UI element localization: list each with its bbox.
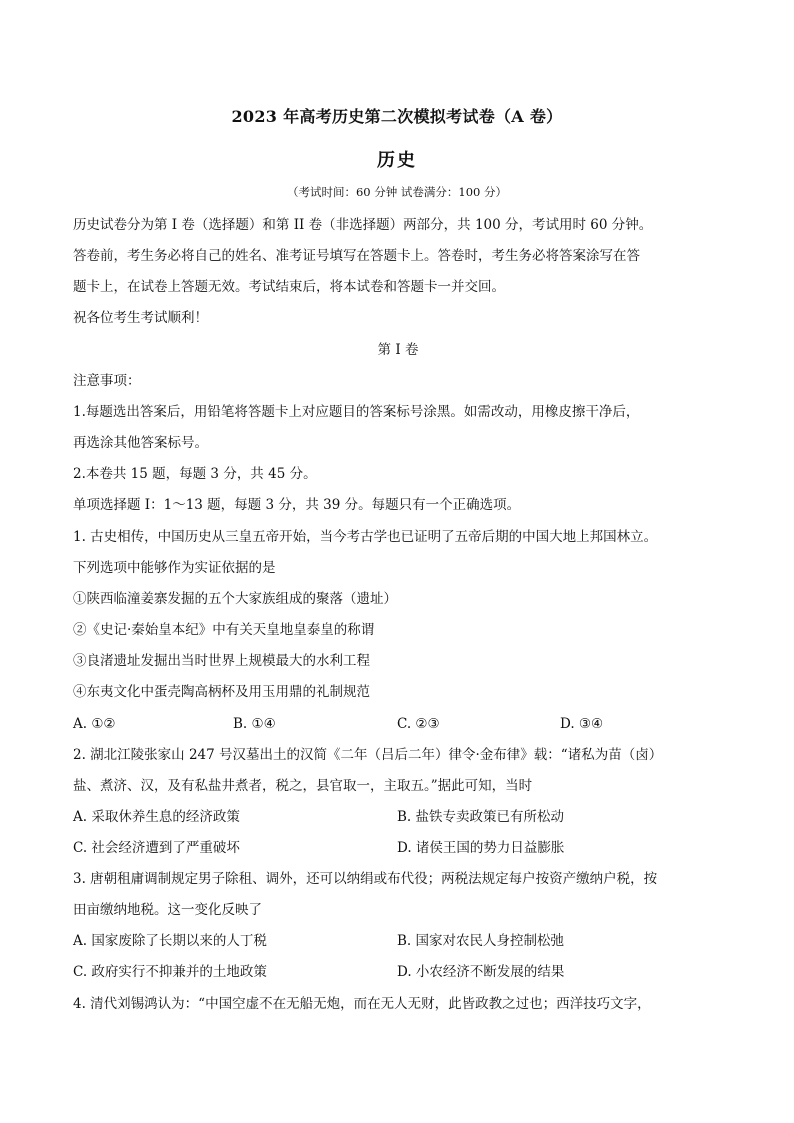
q1-item: ②《史记·秦始皇本纪》中有关天皇地皇泰皇的称谓 [73, 622, 375, 638]
intro-line: 历史试卷分为第 I 卷（选择题）和第 II 卷（非选择题）两部分，共 100 分，考试用时 60 分钟。 [73, 217, 653, 233]
notes-heading: 注意事项： [73, 373, 141, 389]
q1-option-a: A. ①② [73, 716, 116, 732]
q1-option-b: B. ①④ [233, 716, 276, 732]
q3-option-d: D. 小农经济不断发展的结果 [397, 964, 565, 980]
q1-option-c: C. ②③ [397, 716, 440, 732]
intro-line: 答卷前，考生务必将自己的姓名、准考证号填写在答题卡上。答卷时，考生务必将答案涂写在答 [73, 248, 640, 264]
exam-title: 2023 年高考历史第二次模拟考试卷（A 卷） [231, 107, 563, 126]
q3-option-b: B. 国家对农民人身控制松弛 [397, 933, 565, 949]
time-info: （考试时间：60 分钟 试卷满分：100 分） [286, 185, 508, 199]
q4-stem: 4. 清代刘锡鸿认为：“中国空虚不在无船无炮，而在无人无财，此皆政教之过也；西洋技巧文字， [73, 996, 651, 1012]
q3-stem: 田亩缴纳地税。这一变化反映了 [73, 902, 262, 918]
q2-option-c: C. 社会经济遭到了严重破坏 [73, 840, 240, 856]
q2-option-a: A. 采取休养生息的经济政策 [73, 809, 240, 825]
intro-line: 题卡上，在试卷上答题无效。考试结束后，将本试卷和答题卡一并交回。 [73, 279, 505, 295]
q1-stem: 下列选项中能够作为实证依据的是 [73, 560, 276, 576]
q2-stem: 2. 湖北江陵张家山 247 号汉墓出土的汉简《二年（吕后二年）律令·金布律》载：“诸私为苗（卤） [73, 747, 663, 763]
q1-item: ④东夷文化中蛋壳陶高柄杯及用玉用鼎的礼制规范 [73, 684, 370, 700]
q3-option-c: C. 政府实行不抑兼并的土地政策 [73, 964, 267, 980]
part-heading: 单项选择题 I：1～13 题，每题 3 分，共 39 分。每题只有一个正确选项。 [73, 497, 521, 513]
intro-line: 祝各位考生考试顺利！ [73, 310, 208, 326]
notes-item: 再选涂其他答案标号。 [73, 435, 208, 451]
q2-option-b: B. 盐铁专卖政策已有所松动 [397, 809, 565, 825]
q1-item: ③良渚遗址发掘出当时世界上规模最大的水利工程 [73, 653, 370, 669]
q3-stem: 3. 唐朝租庸调制规定男子除租、调外，还可以纳绢或布代役；两税法规定每户按资产缴纳户税，按 [73, 871, 658, 887]
q1-item: ①陕西临潼姜寨发掘的五个大家族组成的聚落（遗址） [73, 591, 397, 607]
q3-option-a: A. 国家废除了长期以来的人丁税 [73, 933, 267, 949]
section-title: 第 I 卷 [377, 342, 419, 358]
notes-item: 1.每题选出答案后，用铅笔将答题卡上对应题目的答案标号涂黑。如需改动，用橡皮擦干净后， [73, 404, 640, 420]
q2-option-d: D. 诸侯王国的势力日益膨胀 [397, 840, 565, 856]
q2-stem: 盐、煮济、汉，及有私盐井煮者，税之，县官取一，主取五。”据此可知，当时 [73, 778, 533, 794]
subject-title: 历史 [377, 150, 417, 171]
q1-stem: 1. 古史相传，中国历史从三皇五帝开始，当今考古学也已证明了五帝后期的中国大地上邦国林立。 [73, 529, 658, 545]
q1-option-d: D. ③④ [560, 716, 604, 732]
notes-item: 2.本卷共 15 题，每题 3 分，共 45 分。 [73, 466, 317, 482]
